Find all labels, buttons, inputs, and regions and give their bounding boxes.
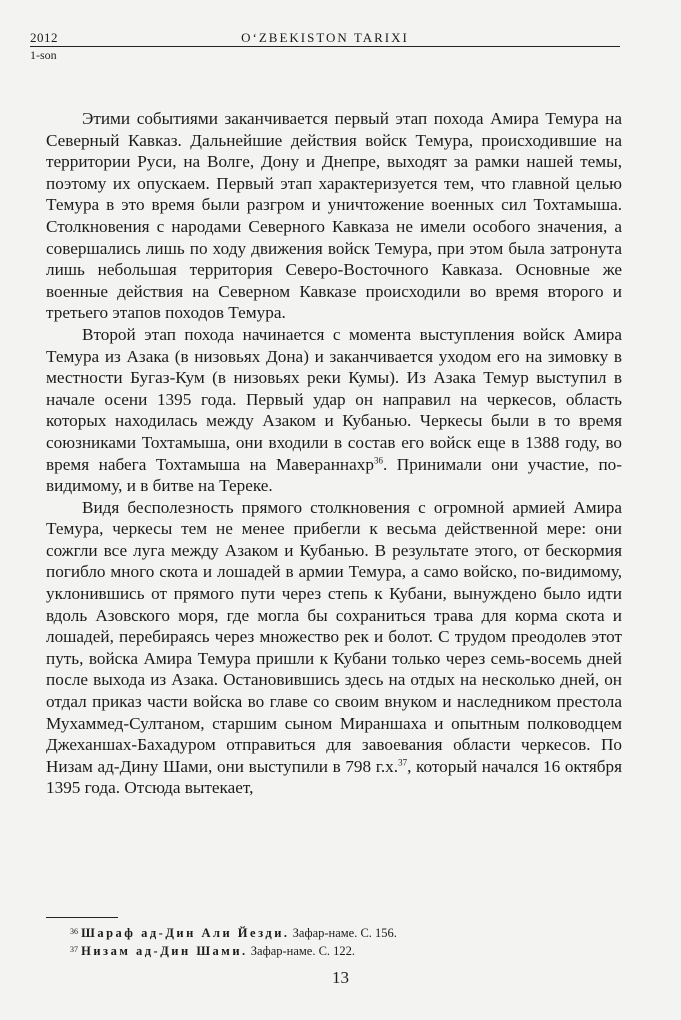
header-year: 2012 xyxy=(30,30,58,45)
footnotes xyxy=(70,924,590,960)
footnote-author: Низам ад-Дин Шами. xyxy=(81,944,248,958)
paragraph-3: Видя бесполезность прямого столкновения с огромной армией Амира Темура, черкесы тем не менее прибегли к весьма действенной мере: они сожгли все луга между Азаком и Кубанью. В результате этого, от бескормия погибло много скота и лошадей в армии Темура, а само войско, по-видимому, уклонившись от прямого пути через степь к Кубани, вынуждено было идти вдоль Азовского моря, где могла бы сохраниться трава для корма скота и лошадей, перебираясь через множество рек и болот. С трудом преодолев этот путь, войска Амира Темура пришли к Кубани только через семь-восемь дней после выхода из Азака. Остановившись здесь на отдых на несколько дней, он отдал приказ части войска во главе со своим внуком и наследником престола Мухаммед-Султаном, старшим сыном Мираншаха и опытным полководцем Джеханшах-Бахадуром отправиться для завоевания области черкесов. По Низам ад-Дину Шами, они выступили в 798 г.х.$^{37}$, который начался 16 октября 1395 года. Отсюда вытекает, xyxy=(46,497,622,798)
article-body xyxy=(46,108,622,799)
footnote-source: Зафар-наме. С. 122. xyxy=(247,944,356,958)
running-header xyxy=(30,30,620,66)
footnote-ref-37[interactable]: 37 xyxy=(398,757,408,768)
footnote-separator xyxy=(46,917,118,918)
paragraph-2: Второй этап похода начинается с момента выступления войск Амира Темура из Азака (в низовьях Дона) и заканчивается уходом его на зимовку в местности Бугаз-Кум (в низовьях реки Кумы). Из Азака Темур выступил в начале осени 1395 года. Первый удар он направил на черкесов, область которых находилась между Азаком и Кубанью. Черкесы были в то время союзниками Тохтамыша, они входили в состав его войск еще в 1388 году, во время набега Тохтамыша на Мавераннахр$^{36}$. Принимали они участие, по-видимому, и в битве на Тереке. xyxy=(46,324,622,496)
journal-title: O‘ZBEKISTON TARIXI xyxy=(241,30,409,45)
footnote-number: 36 xyxy=(70,927,78,936)
footnote-37 xyxy=(70,942,590,960)
paragraph-1: Этими событиями заканчивается первый этап похода Амира Темура на Северный Кавказ. Дальнейшие действия войск Темура, происходившие на территории Руси, на Волге, Дону и Днепре, выходят за рамки нашей темы, поэтому их опускаем. Первый этап характеризуется тем, что главной целью Темура в это время были разгром и уничтожение военных сил Тохтамыша. Столкновения с народами Северного Кавказа не имели особого значения, а совершались лишь по ходу движения войск Темура, при этом была затронута лишь небольшая территория Северо-Восточного Кавказа. Основные же военные действия на Северном Кавказе происходили во время второго и третьего этапов походов Темура. xyxy=(46,109,622,323)
header-issue: 1-son xyxy=(30,48,57,62)
footnote-36 xyxy=(70,924,590,942)
footnote-source: Зафар-наме. С. 156. xyxy=(289,926,397,940)
page-number: 13 xyxy=(332,968,349,987)
footnote-author: Шараф ад-Дин Али Йезди. xyxy=(81,926,290,940)
header-rule xyxy=(30,46,620,47)
footnote-number: 37 xyxy=(70,945,78,954)
footnote-ref-36[interactable]: 36 xyxy=(373,454,383,465)
